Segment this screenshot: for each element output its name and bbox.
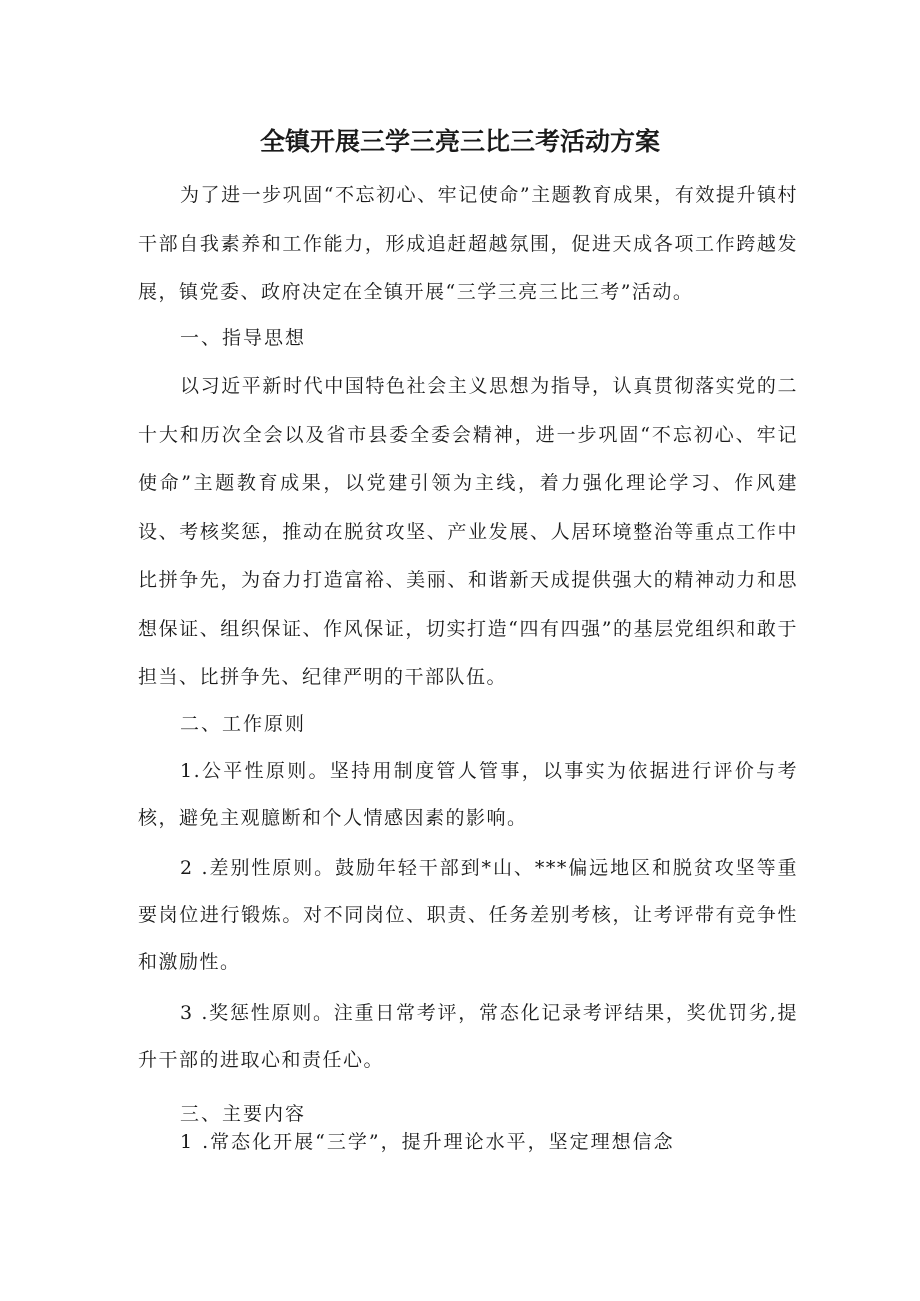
intro-paragraph: 为了进一步巩固“不忘初心、牢记使命”主题教育成果，有效提升镇村干部自我素养和工作能力，形成追赶超越氛围，促进天成各项工作跨越发展，镇党委、政府决定在全镇开展“三学三亮三比三考”活动。 (138, 184, 798, 303)
section-heading-guiding-thought: 一、指导思想 (180, 327, 307, 349)
principle-reward-punishment: 3 .奖惩性原则。注重日常考评，常态化记录考评结果，奖优罚劣,提升干部的进取心和责任心。 (138, 1002, 798, 1071)
main-content-subheading-1: 1 .常态化开展“三学”，提升理论水平，坚定理想信念 (180, 1131, 675, 1153)
section-heading-work-principles: 二、工作原则 (180, 713, 307, 735)
section-heading-main-content: 三、主要内容 (180, 1103, 307, 1125)
principle-fairness: 1.公平性原则。坚持用制度管人管事，以事实为依据进行评价与考核，避免主观臆断和个人情感因素的影响。 (138, 760, 798, 829)
principle-differentiation: 2 .差别性原则。鼓励年轻干部到*山、***偏远地区和脱贫攻坚等重要岗位进行锻炼。对不同岗位、职责、任务差别考核，让考评带有竞争性和激励性。 (138, 857, 798, 973)
document-title: 全镇开展三学三亮三比三考活动方案 (259, 127, 660, 156)
guiding-thought-paragraph: 以习近平新时代中国特色社会主义思想为指导，认真贯彻落实党的二十大和历次全会以及省市县委全委会精神，进一步巩固“不忘初心、牢记使命”主题教育成果，以党建引领为主线，着力强化理论学习、作风建设、考核奖惩，推动在脱贫攻坚、产业发展、人居环境整治等重点工作中比拼争先，为奋力打造富裕、美丽、和谐新天成提供强大的精神动力和思想保证、组织保证、作风保证，切实打造“四有四强”的基层党组织和敢于担当、比拼争先、纪律严明的干部队伍。 (138, 375, 798, 688)
